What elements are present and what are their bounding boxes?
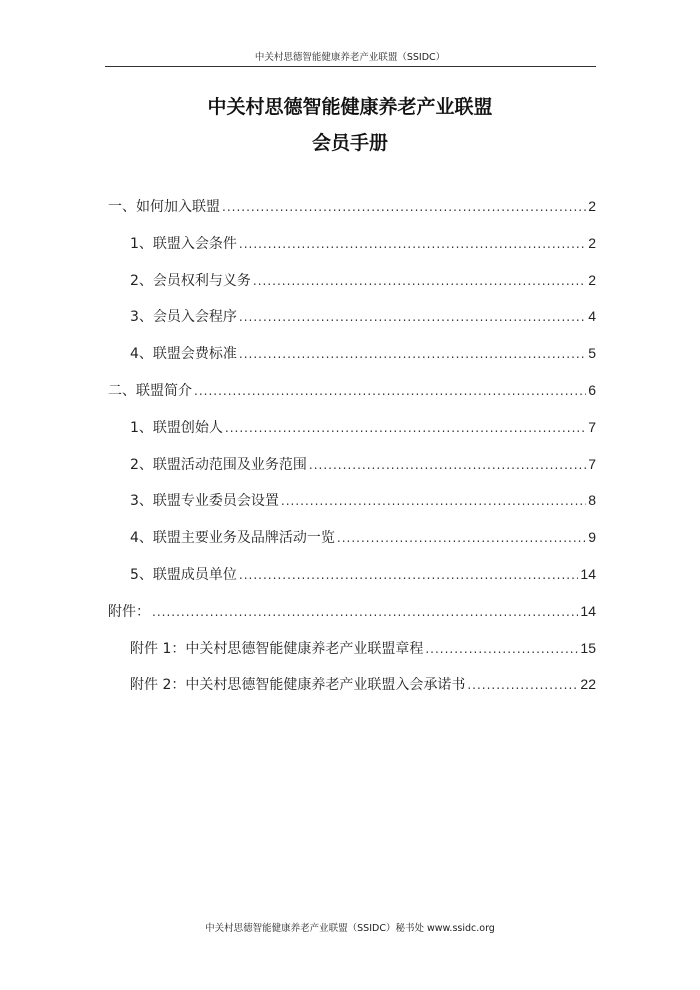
toc-entry-label: 5、联盟成员单位: [130, 566, 237, 583]
toc-entry-page: 14: [580, 565, 596, 582]
toc-leader-dots: [425, 642, 578, 656]
toc-entry[interactable]: [108, 417, 596, 454]
toc-entry-page: 22: [580, 676, 596, 693]
toc-entry[interactable]: [108, 638, 596, 675]
toc-leader-dots: [239, 310, 586, 324]
toc-entry-label: 4、联盟会费标准: [130, 346, 237, 363]
toc-entry-label: 二、联盟简介: [108, 382, 192, 399]
toc-entry-label: 2、联盟活动范围及业务范围: [130, 456, 307, 473]
toc-entry-label: 附件 2：中关村思德智能健康养老产业联盟入会承诺书: [130, 677, 466, 694]
toc-leader-dots: [239, 568, 579, 582]
toc-entry[interactable]: [108, 343, 596, 380]
toc-entry[interactable]: [108, 270, 596, 307]
toc-entry-page: 2: [588, 271, 596, 288]
toc-entry-label: 1、联盟创始人: [130, 419, 223, 436]
header-divider: [105, 66, 596, 67]
table-of-contents: [108, 196, 596, 711]
toc-entry-page: 9: [588, 529, 596, 546]
toc-leader-dots: [222, 200, 586, 214]
toc-entry-label: 3、会员入会程序: [130, 309, 237, 326]
toc-entry[interactable]: [108, 233, 596, 270]
toc-entry[interactable]: [108, 306, 596, 343]
header-text: 中关村思德智能健康养老产业联盟（SSIDC）: [254, 52, 446, 63]
toc-leader-dots: [281, 494, 586, 508]
toc-entry-label: 附件：: [108, 603, 150, 620]
toc-entry[interactable]: [108, 454, 596, 491]
toc-entry-page: 4: [588, 308, 596, 325]
toc-entry[interactable]: [108, 490, 596, 527]
toc-entry-label: 2、会员权利与义务: [130, 272, 251, 289]
toc-entry-page: 15: [580, 639, 596, 656]
toc-leader-dots: [239, 237, 586, 251]
toc-entry-page: 14: [580, 602, 596, 619]
toc-entry[interactable]: [108, 674, 596, 711]
toc-entry-label: 4、联盟主要业务及品牌活动一览: [130, 530, 335, 547]
toc-leader-dots: [239, 347, 586, 361]
toc-entry-label: 附件 1：中关村思德智能健康养老产业联盟章程: [130, 640, 424, 657]
toc-entry[interactable]: [108, 196, 596, 233]
toc-leader-dots: [152, 605, 578, 619]
toc-entry-page: 6: [588, 381, 596, 398]
toc-entry[interactable]: [108, 564, 596, 601]
document-subtitle: 会员手册: [311, 132, 388, 154]
toc-entry[interactable]: [108, 380, 596, 417]
toc-leader-dots: [467, 678, 578, 692]
toc-entry[interactable]: [108, 601, 596, 638]
toc-entry-page: 2: [588, 234, 596, 251]
toc-entry-label: 1、联盟入会条件: [130, 235, 237, 252]
toc-entry-page: 5: [588, 345, 596, 362]
toc-leader-dots: [194, 384, 586, 398]
toc-entry-page: 2: [588, 198, 596, 214]
toc-leader-dots: [253, 274, 586, 288]
toc-entry-page: 7: [588, 418, 596, 435]
toc-entry-page: 7: [588, 455, 596, 472]
toc-entry-label: 3、联盟专业委员会设置: [130, 493, 279, 510]
toc-leader-dots: [309, 458, 586, 472]
toc-entry-page: 8: [588, 492, 596, 509]
toc-entry[interactable]: [108, 527, 596, 564]
toc-entry-label: 一、如何加入联盟: [108, 199, 220, 215]
toc-leader-dots: [337, 531, 586, 545]
document-title: 中关村思德智能健康养老产业联盟: [207, 96, 493, 118]
page-footer: 中关村思德智能健康养老产业联盟（SSIDC）秘书处 www.ssidc.org: [205, 923, 495, 934]
toc-leader-dots: [225, 421, 586, 435]
